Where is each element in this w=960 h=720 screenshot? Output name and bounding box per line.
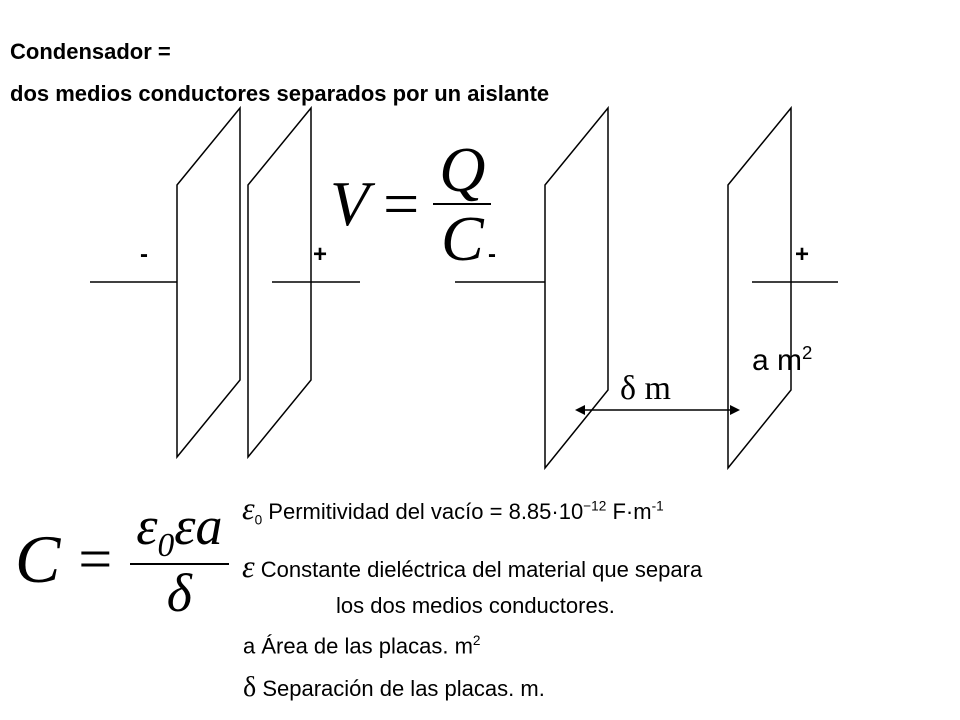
title-line-2: dos medios conductores separados por un aislante [10, 81, 550, 106]
capacitance-lhs: C [15, 521, 61, 598]
right-plate-negative [545, 108, 608, 468]
voltage-formula [330, 134, 491, 275]
legend-epsilon: ε Constante dieléctrica del material que separa [242, 548, 703, 584]
right-plate-positive [728, 108, 791, 468]
left-plate-negative [177, 108, 240, 457]
separation-label: δ m [620, 370, 671, 407]
capacitance-equals: = [78, 526, 113, 593]
legend-epsilon-continuation: los dos medios conductores. [336, 593, 615, 618]
left-minus-sign: - [140, 241, 148, 268]
title-line-1: Condensador = [10, 39, 171, 64]
legend-delta: δ Separación de las placas. m. [243, 672, 545, 703]
voltage-equals: = [383, 168, 420, 240]
right-plus-sign: + [795, 241, 810, 268]
voltage-lhs: V [330, 168, 370, 240]
legend-area: a Área de las placas. $m^2$ [243, 633, 481, 659]
legend-epsilon0: $\varepsilon_0$ Permitividad del vacío = $8.85\cdot 10^{-12}$ $F\cdot m^{-1}$ [242, 490, 664, 528]
capacitance-fraction: $\frac{\varepsilon_0\varepsilon a}{\delta}$ [130, 498, 228, 622]
voltage-fraction: $\frac{Q}{C}$ [433, 136, 491, 272]
capacitance-formula [15, 498, 229, 622]
right-minus-sign: - [488, 241, 496, 268]
area-label: a $m^2$ [752, 342, 813, 377]
left-plus-sign: + [313, 241, 328, 268]
